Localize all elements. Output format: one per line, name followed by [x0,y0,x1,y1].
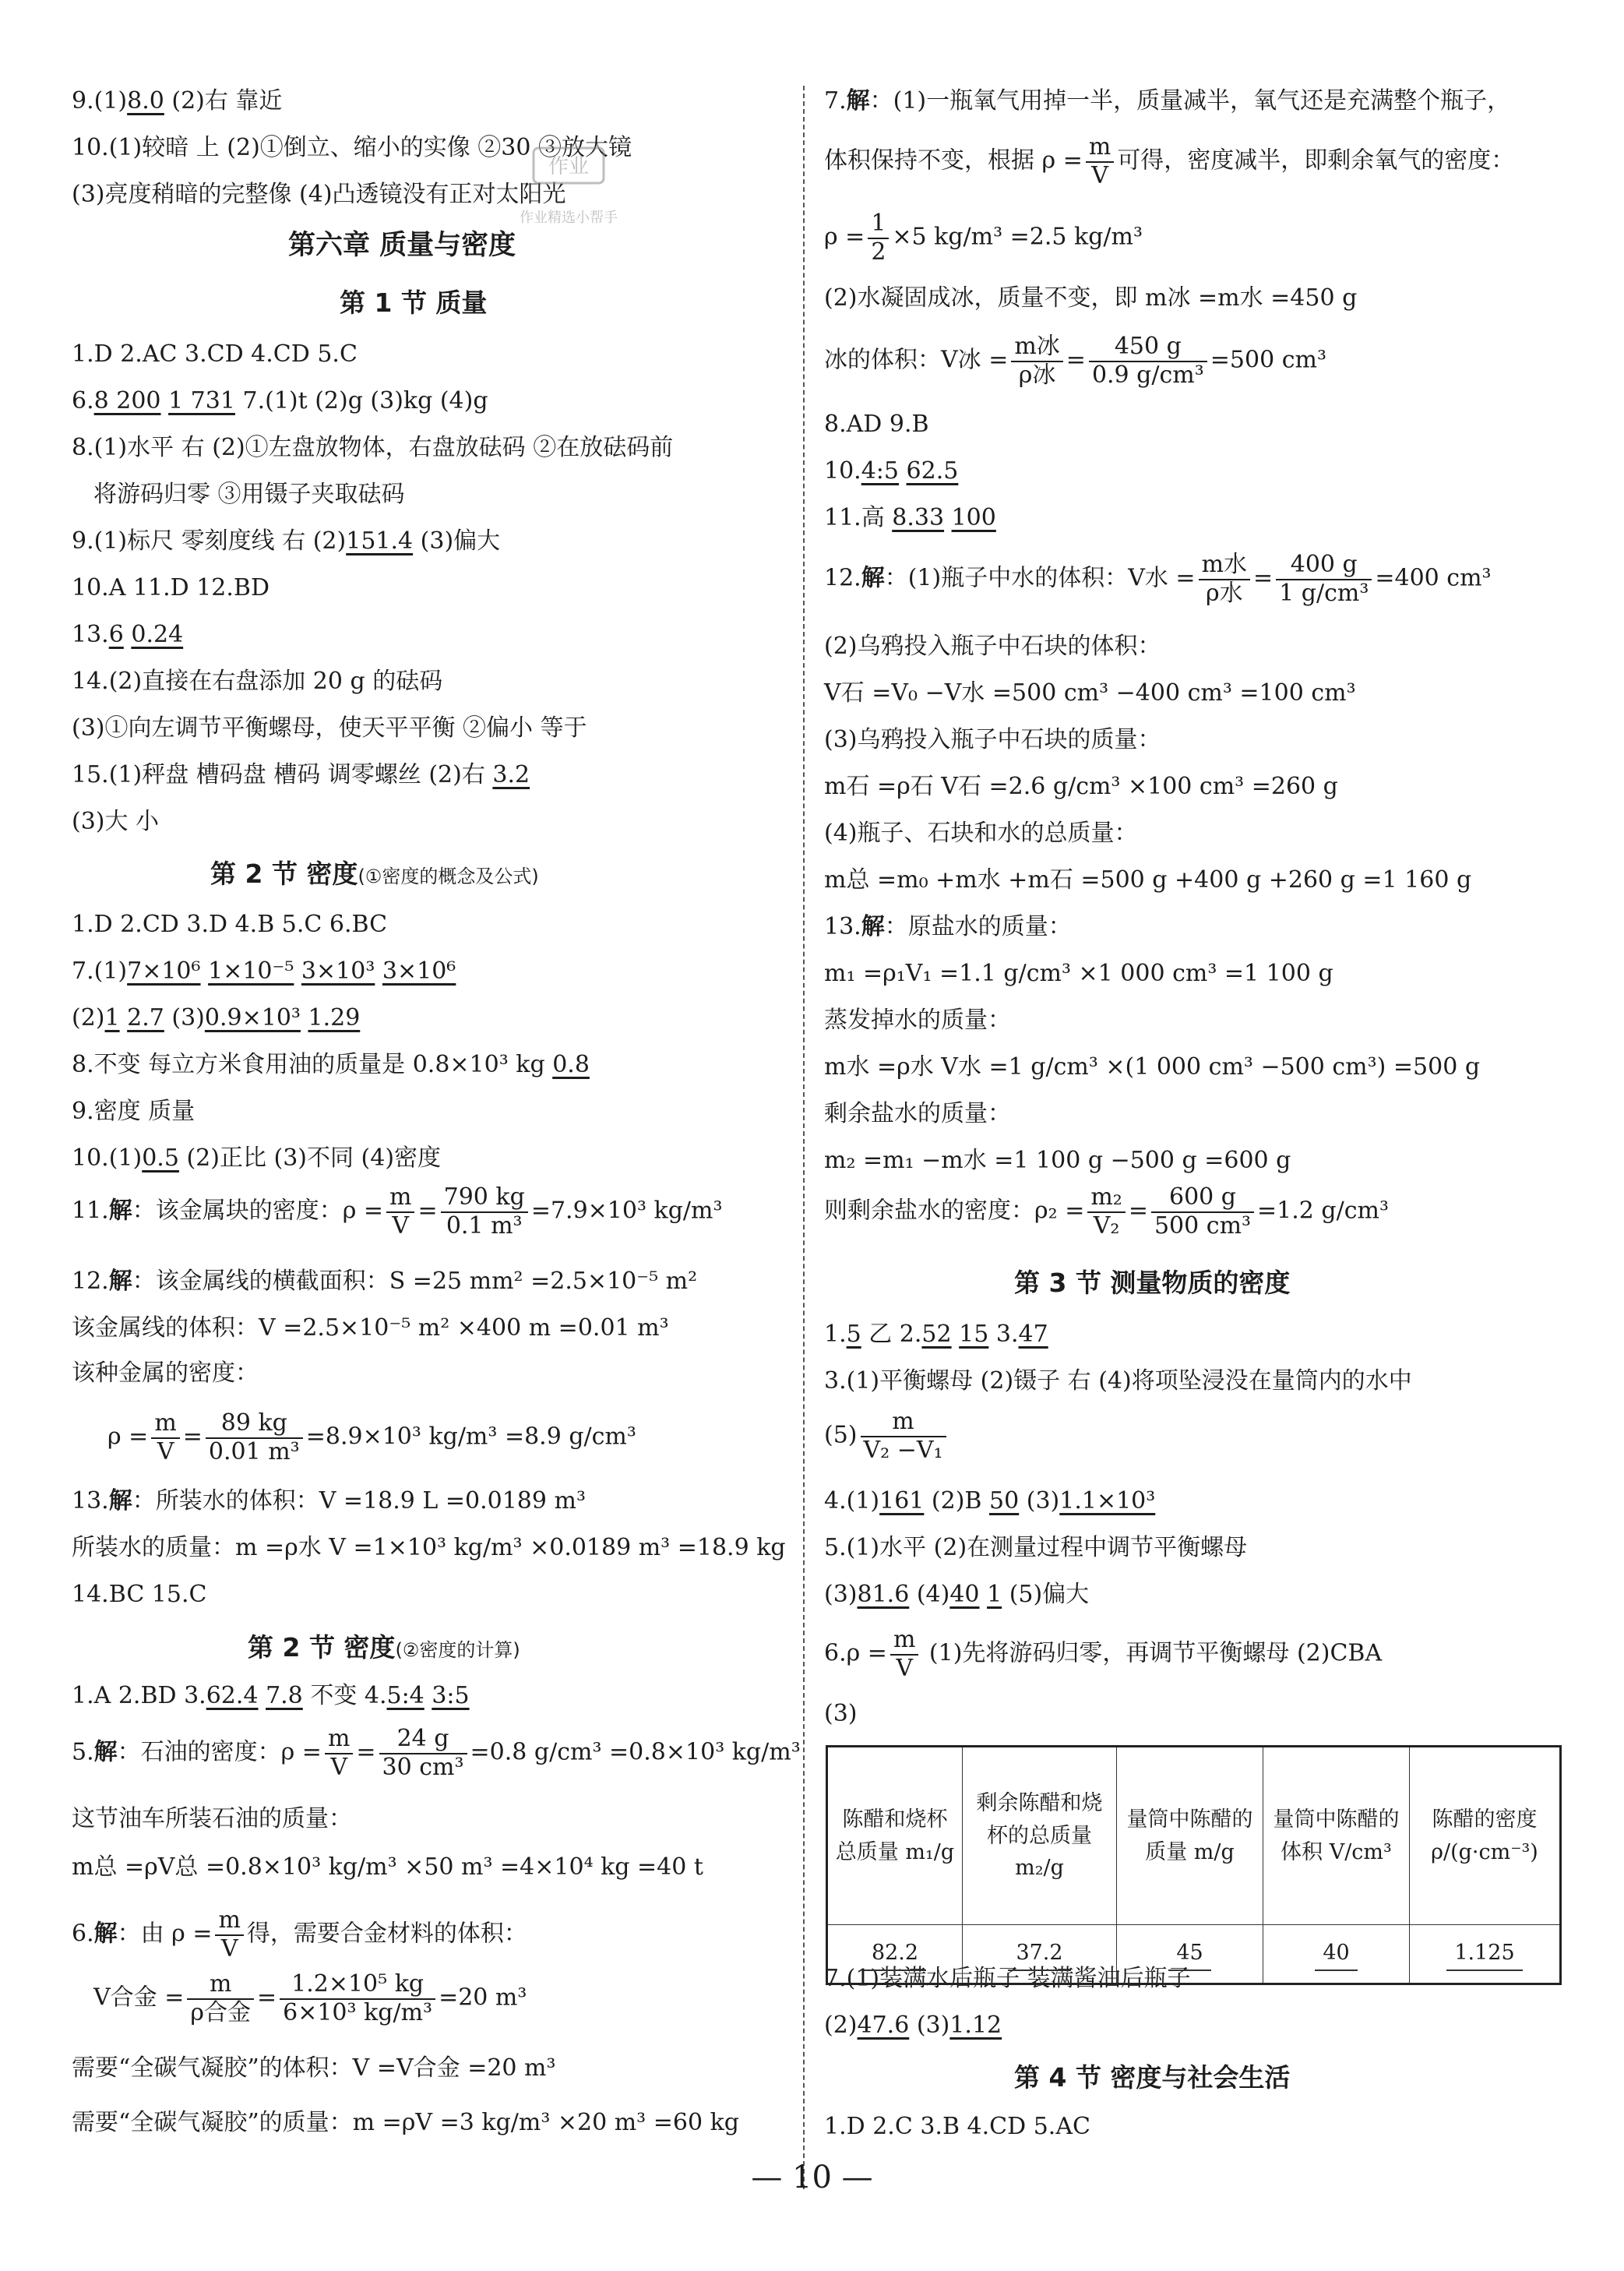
answer-line: (2)乌鸦投入瓶子中石块的体积： [824,633,1161,660]
page-number: — 10 — [751,2160,873,2195]
answer-line: 6.ρ = $\frac{m}{V}$ (1)先将游码归零，再调节平衡螺母 (2)CBA [824,1626,1383,1682]
answer-line: 10.A 11.D 12.BD [72,574,270,601]
answer-line: (3)亮度稍暗的完整像 (4)凸透镜没有正对太阳光 [72,181,566,208]
answer-line: 10.(1)0.5 (2)正比 (3)不同 (4)密度 [72,1144,442,1172]
answer-line: (3)①向左调节平衡螺母，使天平平衡 ②偏小 等于 [72,714,587,742]
answer-line: 该金属线的体积：V =2.5×10⁻⁵ m² ×400 m =0.01 m³ [72,1314,669,1342]
answer-line: 8.(1)水平 右 (2)①左盘放物体，右盘放砝码 ②在放砝码前 [72,434,674,461]
answer-line: 6.8 200 1 731 7.(1)t (2)g (3)kg (4)g [72,387,488,414]
section-heading: 第 1 节 质量 [340,287,488,318]
answer-line: 4.(1)161 (2)B 50 (3)1.1×10³ [824,1487,1156,1515]
answer-line: 1.A 2.BD 3.62.4 7.8 不变 4.5:4 3:5 [72,1682,470,1709]
vinegar-density-table [826,1745,1562,1985]
svg-text:作业精选小帮手: 作业精选小帮手 [520,210,618,226]
answer-line: (3)大 小 [72,808,160,835]
table-cell [827,1925,963,1984]
answer-line: 8.不变 每立方米食用油的质量是 0.8×10³ kg 0.8 [72,1051,590,1078]
answer-line: (3)81.6 (4)40 1 (5)偏大 [824,1581,1090,1608]
column-divider [803,86,805,2189]
table-header-cell: 陈醋的密度 ρ/(g·cm⁻³) [1410,1747,1561,1925]
answer-line: m总 =ρV总 =0.8×10³ kg/m³ ×50 m³ =4×10⁴ kg =40 t [72,1853,703,1881]
answer-line: 冰的体积：V冰 = $\frac{\text{m冰}}{\text{ρ冰}}$ = $\frac{450 g}{\text{0.9 g/cm³}}$ =500 cm³ [824,333,1326,389]
answer-line: 蒸发掉水的质量： [824,1007,1011,1034]
cell-value: 37.2 [1008,1937,1070,1971]
answer-line: 11.高 8.33 100 [824,504,996,531]
answer-line: 7.(1)装满水后瓶子 装满酱油后瓶子 [824,1965,1191,1992]
table-cell [1263,1925,1410,1984]
section-heading: 第 3 节 测量物质的密度 [1014,1268,1291,1298]
answer-line: 将游码归零 ③用镊子夹取砝码 [93,481,405,508]
answer-line: 剩余盐水的质量： [824,1100,1011,1127]
answer-line: 1.D 2.CD 3.D 4.B 5.C 6.BC [72,911,388,938]
answer-line: (3) [824,1700,858,1727]
answer-line: 这节油车所装石油的质量： [72,1805,352,1832]
answer-line: 1.D 2.AC 3.CD 4.CD 5.C [72,340,358,368]
answer-line: 10.(1)较暗 上 (2)①倒立、缩小的实像 ②30 ③放大镜 [72,134,632,161]
answer-line: 9.密度 质量 [72,1098,196,1125]
answer-line: 体积保持不变，根据 ρ = $\frac{m}{V}$ 可得，密度减半，即剩余氧气的密度： [824,133,1515,189]
answer-line: (2)水凝固成冰，质量不变，即 m冰 =m水 =450 g [824,284,1358,312]
answer-line: m水 =ρ水 V水 =1 g/cm³ ×(1 000 cm³ −500 cm³) =500 g [824,1053,1481,1081]
answer-line: m总 =m₀ +m水 +m石 =500 g +400 g +260 g =1 160 g [824,866,1472,894]
table-header-cell: 量筒中陈醋的体积 V/cm³ [1263,1747,1410,1925]
svg-text:作业: 作业 [548,155,590,178]
answer-line: 需要“全碳气凝胶”的质量：m =ρV =3 kg/m³ ×20 m³ =60 kg [72,2109,739,2136]
answer-line: m₁ =ρ₁V₁ =1.1 g/cm³ ×1 000 cm³ =1 100 g [824,960,1333,987]
answer-line: (2)47.6 (3)1.12 [824,2012,1002,2039]
answer-line: (4)瓶子、石块和水的总质量： [824,820,1138,847]
answer-line: 该种金属的密度： [72,1359,259,1387]
cell-value: 40 [1315,1937,1357,1971]
answer-line: 所装水的质量：m =ρ水 V =1×10³ kg/m³ ×0.0189 m³ =18.9 kg [72,1534,786,1561]
table-header-cell: 量筒中陈醋的质量 m/g [1117,1747,1263,1925]
cell-value: 82.2 [864,1937,926,1971]
section-heading: 第 2 节 密度(①密度的概念及公式) [210,859,539,889]
answer-line: 13.解：所装水的体积：V =18.9 L =0.0189 m³ [72,1487,586,1515]
answer-line: 6.解：由 ρ = $\frac{m}{V}$ 得，需要合金材料的体积： [72,1906,527,1962]
section-heading: 第 2 节 密度(②密度的计算) [248,1632,520,1663]
answer-line: 1.D 2.C 3.B 4.CD 5.AC [824,2113,1090,2140]
answer-line: 9.(1)8.0 (2)右 靠近 [72,87,283,115]
table-header-row [827,1747,1561,1925]
answer-line: (3)乌鸦投入瓶子中石块的质量： [824,726,1161,753]
answer-line: 8.AD 9.B [824,411,929,438]
table-cell [1117,1925,1263,1984]
answer-line: V合金 = $\frac{m}{\text{ρ合金}}$ = $\frac{\text{1.2×10⁵ kg}}{\text{6×10³ kg/m³}}$ =20 m³ [93,1970,527,2026]
answer-line: 5.解：石油的密度：ρ = $\frac{m}{V}$ = $\frac{24 g}{\text{30 cm³}}$ =0.8 g/cm³ =0.8×10³ kg/m³ [72,1725,801,1781]
answer-line: 需要“全碳气凝胶”的体积：V =V合金 =20 m³ [72,2054,556,2082]
answer-line: ρ = $\frac{m}{V}$ = $\frac{89 kg}{\text{0.01 m³}}$ =8.9×10³ kg/m³ =8.9 g/cm³ [107,1409,636,1465]
answer-line: 14.BC 15.C [72,1581,207,1608]
answer-line: 12.解：该金属线的横截面积：S =25 mm² =2.5×10⁻⁵ m² [72,1268,698,1295]
watermark-stamp [491,140,646,257]
table-cell [1410,1925,1561,1984]
answer-line: (2)1 2.7 (3)0.9×10³ 1.29 [72,1004,361,1031]
answer-line: 12.解：(1)瓶子中水的体积：V水 = $\frac{\text{m水}}{\text{ρ水}}$ = $\frac{400 g}{\text{1 g/cm³}}$ =400 cm³ [824,551,1492,607]
answer-line: 5.(1)水平 (2)在测量过程中调节平衡螺母 [824,1534,1248,1561]
answer-line: 14.(2)直接在右盘添加 20 g 的砝码 [72,668,443,695]
answer-line: 9.(1)标尺 零刻度线 右 (2)151.4 (3)偏大 [72,527,501,555]
answer-line: 7.(1)7×10⁶ 1×10⁻⁵ 3×10³ 3×10⁶ [72,957,456,985]
answer-line: 15.(1)秤盘 槽码盘 槽码 调零螺丝 (2)右 3.2 [72,761,530,788]
table-header-cell: 陈醋和烧杯总质量 m₁/g [827,1747,963,1925]
answer-line: 1.5 乙 2.52 15 3.47 [824,1321,1048,1348]
answer-line: (5) $\frac{m}{\text{V₂ −V₁}}$ [824,1409,949,1464]
answer-line: 3.(1)平衡螺母 (2)镊子 右 (4)将项坠浸没在量筒内的水中 [824,1367,1412,1395]
answer-line: 则剩余盐水的密度：ρ₂ = $\frac{\text{m₂}}{\text{V₂}}$ = $\frac{600 g}{\text{500 cm³}}$ =1.2 g/cm³ [824,1183,1390,1240]
section-heading: 第 4 节 密度与社会生活 [1014,2062,1291,2093]
table-header-cell: 剩余陈醋和烧杯的总质量 m₂/g [963,1747,1117,1925]
answer-line: m₂ =m₁ −m水 =1 100 g −500 g =600 g [824,1147,1291,1174]
chapter-heading: 第六章 质量与密度 [288,230,516,261]
table-cell [963,1925,1117,1984]
answer-line: 13.6 0.24 [72,621,184,648]
cell-value: 1.125 [1446,1937,1522,1971]
answer-line: 7.解：(1)一瓶氧气用掉一半，质量减半，氧气还是充满整个瓶子， [824,87,1511,115]
answer-line: 13.解：原盐水的质量： [824,913,1072,940]
cell-value: 45 [1168,1937,1210,1971]
table-row [827,1925,1561,1984]
answer-line: V石 =V₀ −V水 =500 cm³ −400 cm³ =100 cm³ [824,679,1356,707]
answer-line: 11.解：该金属块的密度：ρ = $\frac{m}{V}$ = $\frac{790 kg}{\text{0.1 m³}}$ =7.9×10³ kg/m³ [72,1183,723,1240]
answer-line: ρ = $\frac{1}{2}$ ×5 kg/m³ =2.5 kg/m³ [824,210,1143,266]
answer-line: 10.4:5 62.5 [824,457,959,485]
answer-line: m石 =ρ石 V石 =2.6 g/cm³ ×100 cm³ =260 g [824,773,1338,800]
